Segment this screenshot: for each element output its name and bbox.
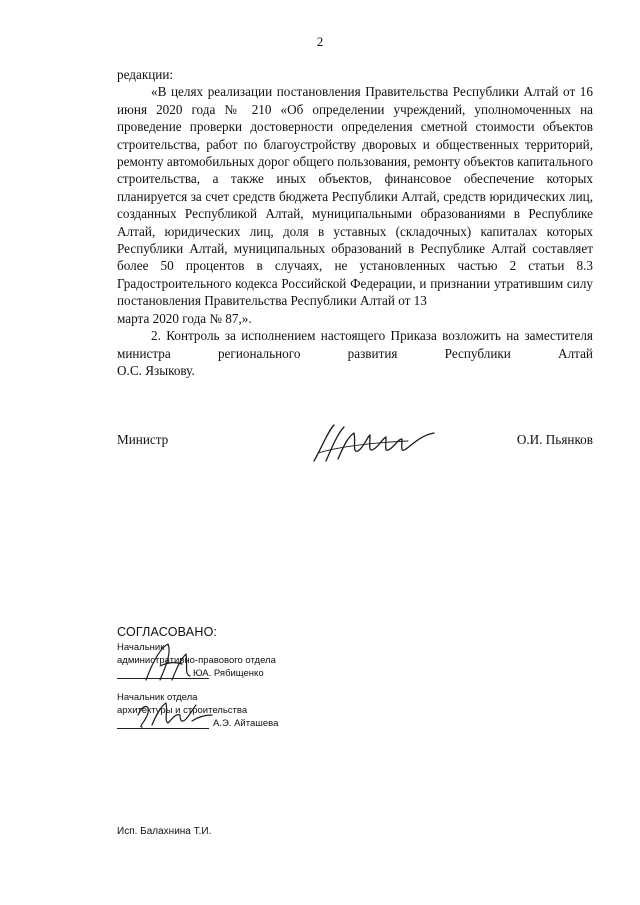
paragraph-continuation: редакции: <box>117 67 174 82</box>
approver2-position-line1: Начальник отдела <box>117 692 198 703</box>
approver1-position-line1: Начальник <box>117 642 165 653</box>
approval-heading: СОГЛАСОВАНО: <box>117 625 218 639</box>
page-number: 2 <box>316 34 324 49</box>
approver2-name: А.Э. Айташева <box>213 718 279 729</box>
approver1-handwritten-signature <box>138 640 198 686</box>
minister-name: О.И. Пьянков <box>516 432 593 447</box>
paragraph-quote: «В целях реализации постановления Правительства Республики Алтай от 16 июня 2020 года № 210 «Об определении учреждений, уполномоченных на проведение проверки достоверности определения сметной стоимости объектов строительства, работ по благоустройству дворовых и общественных территорий, ремонту автомобильных дорог общего пользования, ремонту объектов капитального строительства, а также иных объектов, финансовое обеспечение которых планируется за счет средств бюджета Республики Алтай, средств юридических лиц, созданных Республикой Алтай, муниципальными образованиями в Республике Алтай, юридических лиц, доля в уставных (складочных) капиталах которых Республики Алтай, муниципальных образований в Республике Алтай составляет более 50 процентов в случаях, не установленных частью 2 статьи 8.3 Градостроительного кодекса Российской Федерации, и признании утратившим силу постановления Правительства Республики Алтай от 13 <box>117 84 593 309</box>
document-body <box>117 66 593 379</box>
approver2-position-line2: архитектуры и строительства <box>117 705 248 716</box>
paragraph-control-last-line: О.С. Языкову. <box>117 362 195 378</box>
paragraph-control: 2. Контроль за исполнением настоящего Приказа возложить на заместителя министра регионального развития Республики Алтай <box>117 328 593 361</box>
approver1-position-line2: административно-правового отдела <box>117 655 276 666</box>
approver1-name: ЮА. Рябищенко <box>193 668 264 679</box>
minister-handwritten-signature <box>308 417 438 467</box>
paragraph-quote-last-line: марта 2020 года № 87,». <box>117 310 252 326</box>
approver2-handwritten-signature <box>132 697 214 731</box>
executor-note: Исп. Балахнина Т.И. <box>117 826 212 837</box>
minister-title: Министр <box>117 432 169 447</box>
